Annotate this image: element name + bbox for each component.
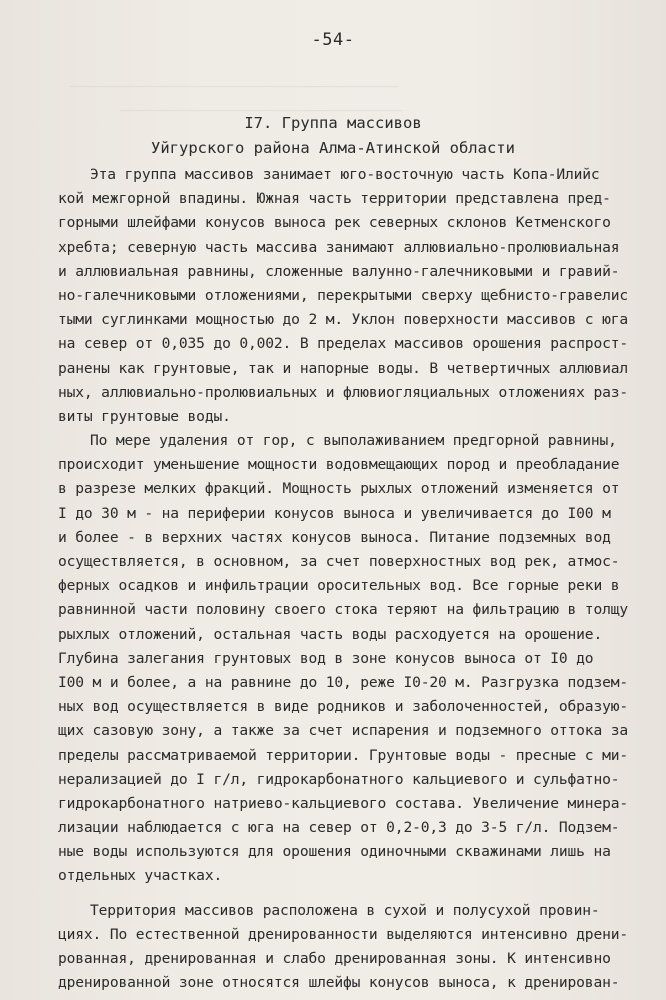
section-heading: I7. Группа массивов xyxy=(244,114,422,132)
section-subheading: Уйгурского района Алма-Атинской области xyxy=(151,139,515,157)
text-line: гидрокарбонатного натриево-кальциевого состава. Увеличение минера- xyxy=(58,794,628,812)
text-line: нерализацией до I г/л, гидрокарбонатного кальциевого и сульфатно- xyxy=(58,770,620,788)
text-line: и аллювиальная равнины, сложенные валунно-галечниковыми и гравий- xyxy=(58,262,620,280)
text-line: ранены как грунтовые, так и напорные воды. В четвертичных аллювиал xyxy=(58,359,628,377)
text-line: I00 м и более, а на равнине до 10, реже I0-20 м. Разгрузка подзем- xyxy=(58,673,628,691)
text-line: лизации наблюдается с юга на север от 0,2-0,3 до 3-5 г/л. Подзем- xyxy=(58,819,620,837)
text-line: осуществляется, в основном, за счет поверхностных вод рек, атмос- xyxy=(58,553,620,570)
text-line: горными шлейфами конусов выноса рек северных склонов Кетменского xyxy=(58,214,611,232)
show-through-text: ──────────────────────────────────── xyxy=(120,104,402,119)
text-line: щих сазовую зону, а также за счет испарения и подземного оттока за xyxy=(58,722,628,740)
text-line: Глубина залегания грунтовых вод в зоне конусов выноса от I0 до xyxy=(58,649,594,667)
text-line: происходит уменьшение мощности водовмещающих пород и преобладание xyxy=(58,456,620,474)
text-line: виты грунтовые воды. xyxy=(58,407,231,425)
text-line: кой межгорной впадины. Южная часть территории представлена пред- xyxy=(58,190,611,208)
show-through-text: ────────────────────────────────────────── xyxy=(70,80,399,95)
text-line: пределы рассматриваемой территории. Грунтовые воды - пресные с ми- xyxy=(58,746,628,764)
text-line: ферных осадков и инфильтрации оросительных вод. Все горные реки в xyxy=(58,577,620,595)
text-line: хребта; северную часть массива занимают аллювиально-пролювиальная xyxy=(58,238,620,256)
text-line: в разрезе мелких фракций. Мощность рыхлых отложений изменяется от xyxy=(58,480,620,498)
text-line: и более - в верхних частях конусов выноса. Питание подземных вод xyxy=(58,528,611,546)
text-line: но-галечниковыми отложениями, перекрытыми сверху щебнисто-гравелис xyxy=(58,286,628,304)
text-line: Территория массивов расположена в сухой и полусухой провин- xyxy=(90,901,600,919)
text-line: равнинной части половину своего стока теряют на фильтрацию в толщу xyxy=(58,601,628,619)
text-line: рованная, дренированная и слабо дренированная зоны. К интенсивно xyxy=(58,950,611,967)
text-line: дренированной зоне относятся шлейфы конусов выноса, к дренирован- xyxy=(58,974,620,992)
text-line: По мере удаления от гор, с выполаживанием предгорной равнины, xyxy=(90,432,617,450)
text-line: рыхлых отложений, остальная часть воды расходуется на орошение. xyxy=(58,625,603,643)
text-line: на север от 0,035 до 0,002. В пределах массивов орошения распрост- xyxy=(58,335,628,353)
text-line: Эта группа массивов занимает юго-восточную часть Копа-Илийс xyxy=(90,166,600,183)
text-line: тыми суглинками мощностью до 2 м. Уклон поверхности массивов с юга xyxy=(58,311,628,329)
text-line: циях. По естественной дренированности выделяются интенсивно дрени- xyxy=(58,925,628,943)
text-line: ных вод осуществляется в виде родников и заболоченностей, образую- xyxy=(58,698,628,716)
text-line: I до 30 м - на периферии конусов выноса и увеличивается до I00 м xyxy=(58,504,611,522)
page-number: -54- xyxy=(311,30,355,50)
text-line: ные воды используются для орошения одиночными скважинами лишь на xyxy=(58,843,611,861)
text-line: ных, аллювиально-пролювиальных и флювиогляциальных отложениях раз- xyxy=(58,383,628,401)
body-text xyxy=(58,163,666,995)
text-line: отдельных участках. xyxy=(58,867,223,885)
